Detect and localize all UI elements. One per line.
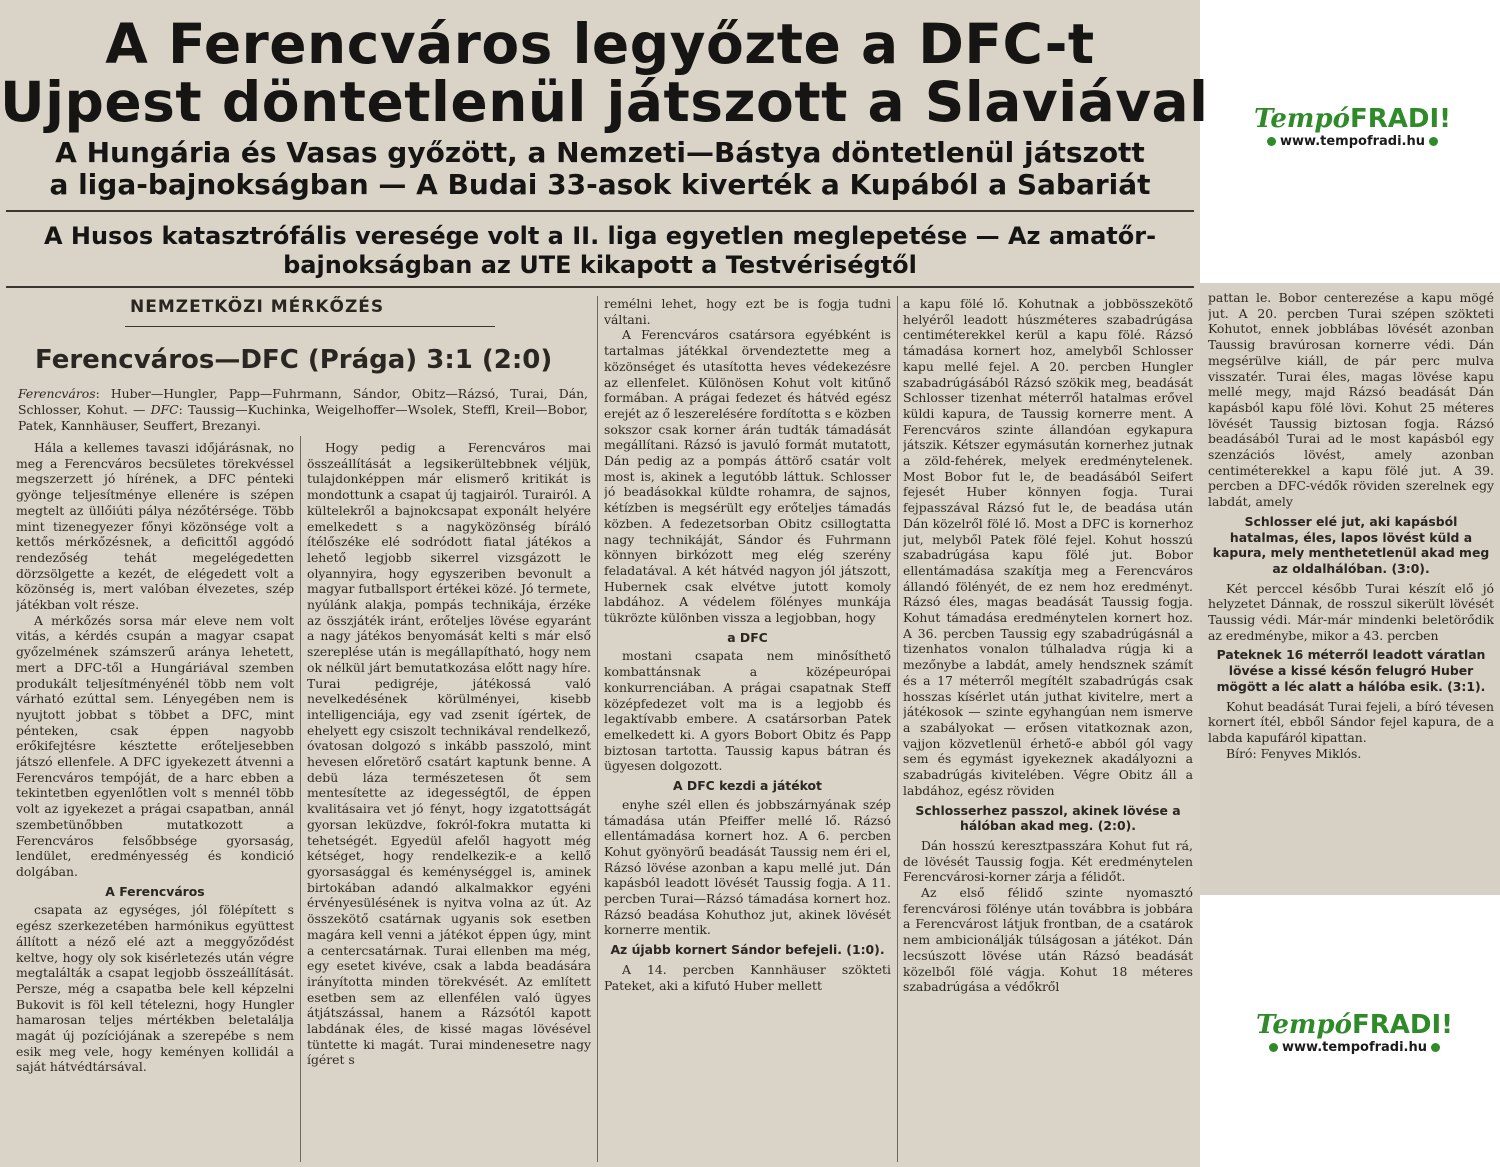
paragraph: Hogy pedig a Ferencváros mai összeállítását a legsikerültebbnek véljük, tulajdonképpen már elismerő kritikát is mondottunk a csapat új tagjairól. Turairól. A kültelekről a bajnokcsapat exponált helyére emelkedett s a nagyközönség bíráló ítélőszéke elé sodródott fiatal játékos a lehető legjobb sikerrel vizsgázott le olyannyira, hogy egyszeriben bevonult a magyar futballsport értékei közé. Jó termete, nyúlánk alakja, pompás technikája, érzéke az összjáték iránt, erőteljes lövése egyaránt a nagy játékos benyomását kelti s már első szereplése után is megállapítható, hogy nem ok nélkül járt bemutatkozása előtt nagy híre. Turai pedigréje, játékossá való nevelkedésének körülményei, kisebb intelligenciája, egy vad zsenit ígértek, de ehelyett egy csiszolt technikával rendelkező, óvatosan dolgozó s inkább passzoló, mint hevesen előretörő csatárt kaptunk benne. A debü láza természetesen őt sem mentesítette az idegességtől, de éppen kvalitásaira vet jó fényt, hogy izgatottságát gyorsan leküzdve, fokról-fokra mutatta ki tehetségét. Egyedül afelől hagyott még kétséget, hogy rendelkezik-e a kellő gyorsasággal és keménységgel is, aminek birtokában adandó alkalmakkor egyéni érvényesülésének is nyitva volna az út. Az összekötő csatárnak ugyanis sok esetben magára kell venni a játékot éppen úgy, mint a centercsatárnak. Turai ellenben ma még, egy esetet kivéve, csak a labda beadására irányította minden törekvését. Az említett esetben sem az ellenfélen való ügyes átjátszással, hanem a Rázsótól kapott labdának éles, de kissé magas lövésével tüntette ki magát. Turai mindenesetre nagy ígéret s [307,440,591,1068]
headline-divider [6,210,1194,212]
paragraph: enyhe szél ellen és jobbszárnyának szép támadása után Pfeiffer mellé lő. Rázsó ellentámadása kornert hoz. A 6. percben Kohut gyönyörű beadását Taussig nem éri el, Rázsó lövése azonban a kapu mellé jut. Dán kapásból leadott lövését Taussig fogja. A 11. percben Turai—Rázsó támadása kornert hoz. Rázsó beadása Kohuthoz jut, akinek lövését kornerre mentik. [604,796,891,938]
football-icon [1431,1043,1440,1052]
paragraph: A mérkőzés sorsa már eleve nem volt vitás, a kérdés csupán a magyar csapat győzelmének számszerű aránya lehetett, mert a DFC-től a Hungáriával szemben produkált teljesítményénél több nem volt várható ezúttal sem. Lényegében nem is nyujtott jobbat s többet a DFC, mint pénteken, csak éppen nagyobb erőkifejtésre késztette erőteljesebben játszó ellenfele. A DFC igyekezett átvenni a Ferencváros tempóját, de a harc ebben a tekintetben egyenlőtlen volt s mennél több volt az igyekezet a prágai csapatban, annál szembetünőbben mutatkozott a Ferencváros felsőbbsége gyorsaság, lendület, eredményesség és kondició dolgában. [16,612,294,879]
referee-line: Bíró: Fenyves Miklós. [1226,745,1362,761]
ferencvaros-label: Ferencváros [18,386,96,401]
paragraph: Az első félidő szinte nyomasztó ferencvárosi fölénye után továbbra is jobbára a Ferencvárost látjuk frontban, de a csatárok nem ambicionálják túlságosan a játékot. Dán lecsúszott lövése után Rázsó beadását közelből fölé vágja. Kohut 18 méteres szabadrúgása a védőkről [903,885,1193,995]
goal-highlight: Pateknek 16 méterről leadott váratlan lövése a kissé későn felugró Huber mögött a léc alatt a hálóba esik. (3:1). [1216,647,1486,694]
paragraph: pattan le. Bobor centerezése a kapu mögé jut. A 20. percben Turai szépen szökteti Kohutot, ennek jobblábas lövését azonban Taussig bravúrosan kornerre védi. Dán megsérülve kiáll, de pár perc mulva visszatér. Turai éles, magas lövése kapu mellé megy, majd Rázsó beadását Dán kapásból kapu fölé lövi. Kohut 25 méteres lövését Taussig biztosan fogja. Rázsó beadásából Turai ad le most kapásból egy szenzációs lövést, amely azonban centiméterekkel a kapu fölé jut. A 39. percben a DFC-védők röviden szerelnek egy labdát, amely [1208,290,1494,510]
team-lineups [18,386,588,434]
match-title: Ferencváros—DFC (Prága) 3:1 (2:0) [35,345,553,375]
paragraph: csapata az egységes, jól fölépített s egész szerkezetében harmónikus együttest állított a néző elé azt a meggyőződést keltve, hogy oly sok kisérletezés után végre megtalálták a csapat legjobb összeállítását. Persze, még a csapatba bele kell képzelni Bukovit is föl kell tételezni, hogy Hungler hamarosan teljes mértékben beletalálja magát új pozíciójának a szerepébe s nem esik meg vele, hogy keményen kollidál a saját hátvédtársával. [16,902,294,1075]
dfc-lineup: : Taussig—Kuchinka, Weigelhoffer—Wsolek, Steffl, Kreil—Bobor, Patek, Kannhäuser, Seuffert, Brezanyi. [18,402,588,433]
subheadline-line-1: A Hungária és Vasas győzött, a Nemzeti—Bástya döntetlenül játszott [55,136,1145,169]
subheadline-line-3: A Husos katasztrófális veresége volt a II. liga egyetlen meglepetése — Az amatőr- [43,222,1157,250]
logo-url: www.tempofradi.hu [1280,134,1425,149]
goal-highlight: Schlosserhez passzol, akinek lövése a hálóban akad meg. (2:0). [915,802,1181,834]
subheading: A DFC kezdi a játékot [673,778,822,794]
paragraph: Dán hosszú keresztpasszára Kohut fut rá, de lövését Taussig fogja. Két eredménytelen Ferencvárosi-korner zárja a félidőt. [903,837,1193,885]
ferencvaros-lineup: : Huber—Hungler, Papp—Fuhrmann, Sándor, Obitz—Rázsó, Turai, Dán, Schlosser, Kohut. — [18,386,588,417]
goal-highlight: Schlosser elé jut, aki kapásból hatalmas, éles, lapos lövést küld a kapura, mely menthetetlenül akad meg az oldalhálóban. (3:0). [1212,513,1490,576]
paragraph: a kapu fölé lő. Kohutnak a jobbösszekötő helyéről leadott húszméteres szabadrúgása centiméterekkel kerül a kapu fölé. Rázsó támadása kornert hoz, amelyből Schlosser kapu mellé fejel. A 20. percben Hungler szabadrúgásából Rázsó szökik meg, beadását Schlosser tizenhat méterről hatalmas erővel küldi kapura, de Taussig kornerre ment. A Ferencváros szinte állandóan egykapura játszik. Kétszer egymásután kornerhez jutnak a zöld-fehérek, melyek eredménytelenek. Most Bobor fut le, de beadásából Seifert fejesét Huber könnyen fogja. Turai fejpasszával Rázsó fut le, de beadása után Dán közelről fölé lő. Most a DFC is kornerhoz jut, melyből Patek fölé fejel. Kohut hosszú szabadrúgása kapu fölé jut. Bobor ellentámadása szakítja meg a Ferencváros állandó fölényét, de ez nem hoz eredményt. Rázsó éles, magas beadását Taussig fogja. Kohut támadása eredménytelen kornert hoz. A 36. percben Taussig egy szabadrúgásnál a tizenhatos vonalon túlhaladva rúgja ki a mezőnybe a labdát, amely hendsznek számít és a 17 méterről megítélt szabadrúgás csak hosszas kísérlet után juthat kivitelre, mert a játékosok — szinte egyhangúan nem ismerve a szabályokat — erősen vitatkoznak azon, vajjon közvetlenül érhető-e abból gól vagy sem és egymást igyekeznek akadályozni a szabadrúgás kivitelében. Végre Obitz áll a labdához, egész röviden [903,296,1193,798]
goal-highlight: Az újabb kornert Sándor befejeli. (1:0). [610,942,885,958]
logo-tempo-text: Tempó [1254,104,1350,134]
article-column-1 [16,440,294,1162]
column-rule [597,296,598,1162]
paragraph: Kohut beadását Turai fejeli, a bíró tévesen kornert ítél, ebből Sándor fejel kapura, de a labda kapufáról kipattan. [1208,698,1494,745]
dfc-label: DFC [150,402,179,417]
logo-fradi-text: FRADI! [1349,104,1451,134]
section-underline [125,326,495,327]
article-column-2 [307,440,591,1162]
article-column-4 [903,296,1193,1162]
logo-tempo-text: Tempó [1256,1010,1352,1040]
subheadline-line-2: a liga-bajnokságban — A Budai 33-asok kiverték a Kupából a Sabariát [49,168,1151,201]
subheading: A Ferencváros [105,883,205,899]
logo-fradi-text: FRADI! [1351,1010,1453,1040]
main-headline: A Ferencváros legyőzte a DFC-t [105,12,1095,76]
paragraph: remélni lehet, hogy ezt be is fogja tudni váltani. [604,296,891,327]
second-headline: Ujpest döntetlenül játszott a Slaviával [0,70,1209,134]
football-icon [1267,137,1276,146]
column-rule [300,436,301,1162]
subheadline-line-4: bajnokságban az UTE kikapott a Testvériségtől [283,251,917,279]
football-icon [1429,137,1438,146]
column-rule [897,296,898,1162]
tempofradi-logo-top [1230,104,1475,149]
tempofradi-logo-bottom [1232,1010,1477,1055]
logo-url: www.tempofradi.hu [1282,1040,1427,1055]
paragraph: mostani csapata nem minősíthető kombattánsnak a középeurópai konkurrenciában. A prágai csapatnak Steff középfedezet volt ma is a legjobb és legaktívabb embere. A csatársorban Patek emelkedett ki. A gyors Bobort Obitz és Papp biztosan tartotta. Taussig kapus bátran és ügyesen dolgozott. [604,648,891,774]
paragraph: A 14. percben Kannhäuser szökteti Pateket, aki a kifutó Huber mellett [604,961,891,993]
section-label: NEMZETKÖZI MÉRKŐZÉS [130,297,385,317]
article-divider [6,286,1194,288]
paragraph: Két perccel később Turai készít elő jó helyzetet Dánnak, de rosszul sikerült lövését Taussig védi. Már-már mindenki beletörődik az eredménybe, mikor a 43. percben [1208,580,1494,643]
article-column-5 [1208,290,1494,890]
paragraph: A Ferencváros csatársora egyébként is tartalmas játékkal örvendeztette meg a közönséget és utasította heves védekezésre az ellenfelet. Különösen Kohut volt kitűnő formában. A prágai fedezet és hátvéd egész erejét az ő leszerelésére fordította s e közben sokszor csak korner árán tudták támadását megállítani. Rázsó is javuló formát mutatott, Dán pedig az a pompás áttörő csatár volt most is, akinek a legutóbb láttuk. Schlosser jó beadásokkal küldte rohamra, de sajnos, kétízben is megsérült egy erőteljes támadás közben. A fedezetsorban Obitz csillogtatta nagy technikáját, Sándor és Fuhrmann könnyen birkózott meg elég szerény feladatával. A két hátvéd nagyon jól játszott, Hubernek csak elvétve jutott komoly labdához. A védelem fölényes munkája tükrözte különben vissza a legjobban, hogy [604,327,891,626]
football-icon [1269,1043,1278,1052]
paragraph: Hála a kellemes tavaszi időjárásnak, no meg a Ferencváros becsületes törekvéssel megszerzett jó hírének, a DFC pénteki gyönge teljesítménye ellenére is szépen megtelt az üllőiúti pálya nézőtérsége. Több mint tizenegyezer főnyi közönsége volt a kettős mérkőzésnek, a deficittől aggódó rendezőség tehát megelégedetten dörzsölgette a kezét, de elégedett volt a közönség is, mert valóban élvezetes, szép játékban volt része. [16,440,294,613]
subheading: a DFC [727,629,768,645]
article-column-3 [604,296,891,1162]
